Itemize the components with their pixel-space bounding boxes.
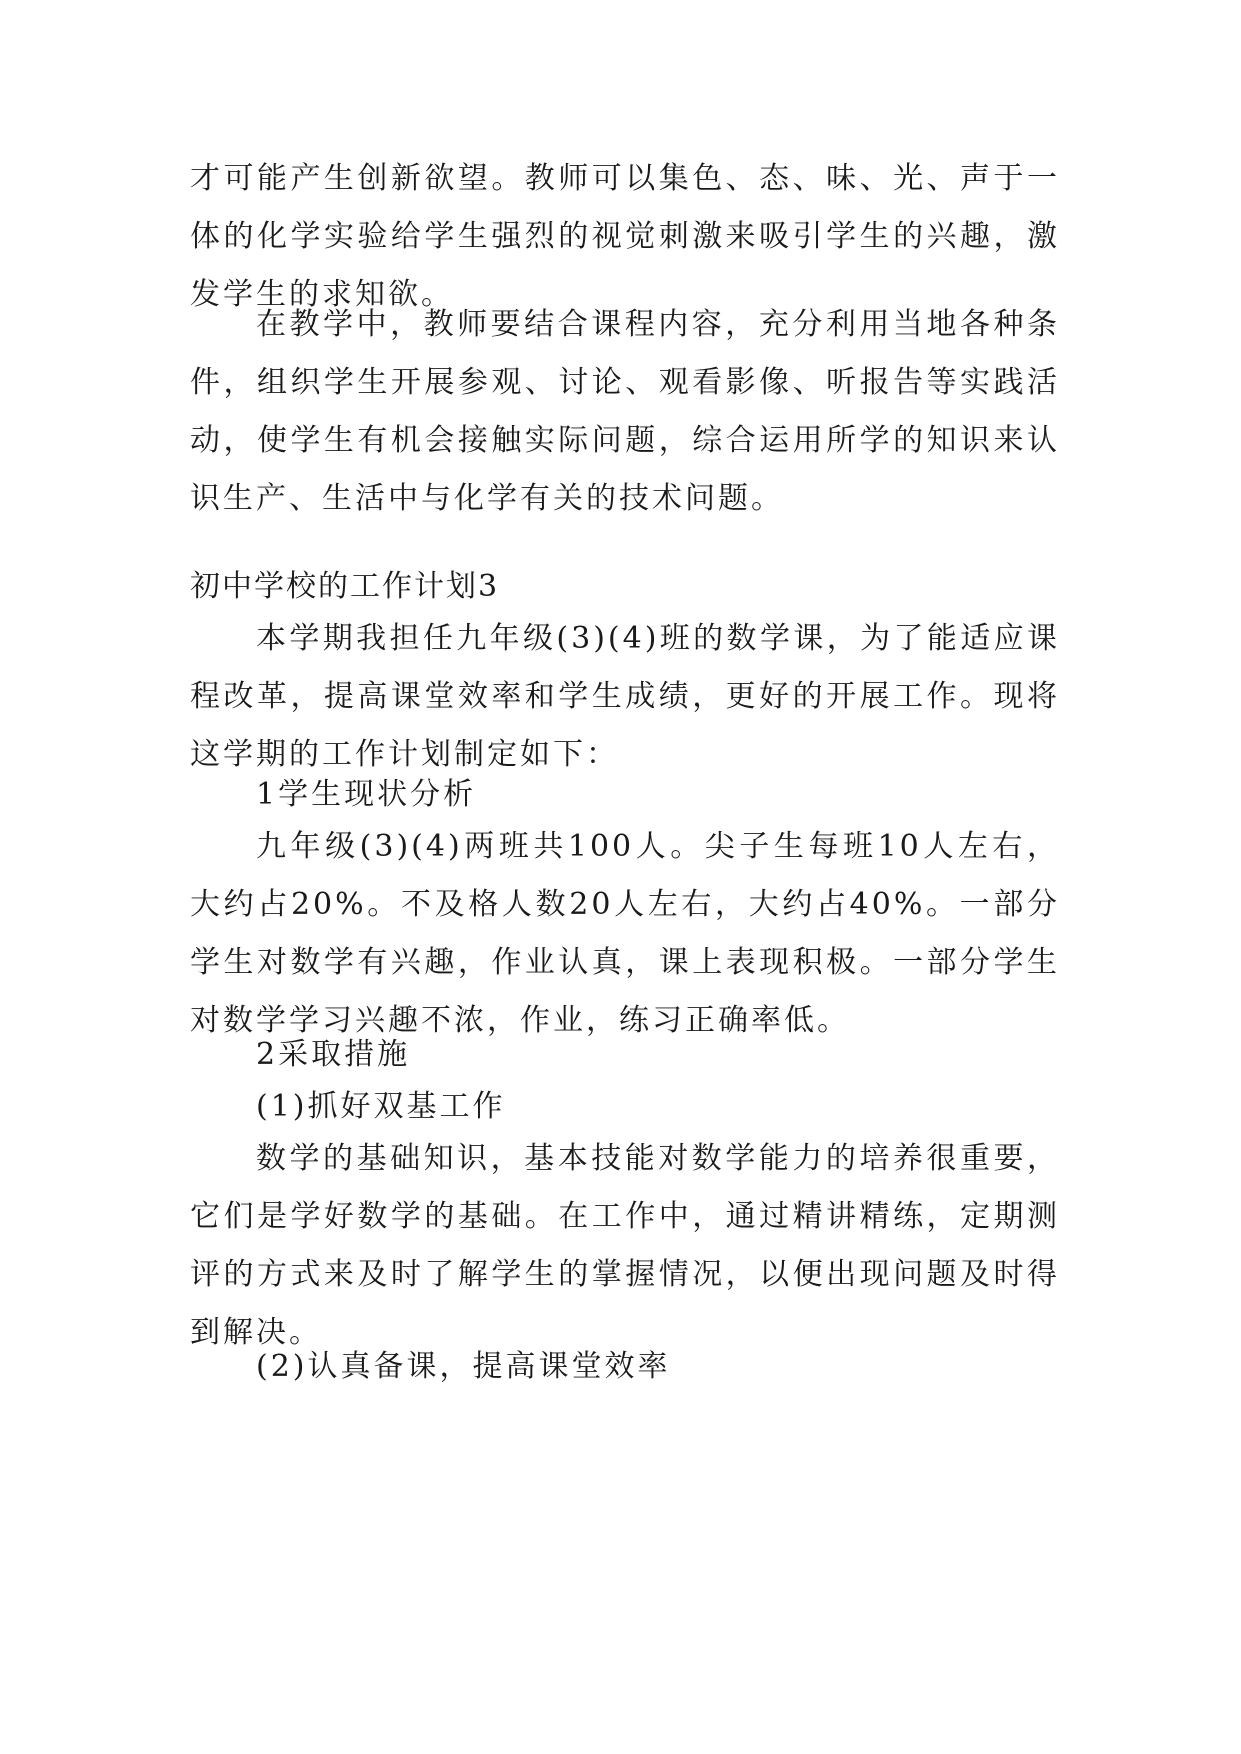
paragraph-student-analysis: 九年级(3)(4)两班共100人。尖子生每班10人左右，大约占20%。不及格人数20人左右，大约占40%。一部分学生对数学有兴趣，作业认真，课上表现积极。一部分学生对数学学习兴趣不浓，作业，练习正确率低。 xyxy=(190,829,1060,1038)
paragraph-teaching-practice: 在教学中，教师要结合课程内容，充分利用当地各种条件，组织学生开展参观、讨论、观看影像、听报告等实践活动，使学生有机会接触实际问题，综合运用所学的知识来认识生产、生活中与化学有关的技术问题。 xyxy=(190,307,1060,516)
paragraph-continuation: 才可能产生创新欲望。教师可以集色、态、味、光、声于一体的化学实验给学生强烈的视觉刺激来吸引学生的兴趣，激发学生的求知欲。 xyxy=(190,161,1060,312)
paragraph-basics: 数学的基础知识，基本技能对数学能力的培养很重要，它们是学好数学的基础。在工作中，通过精讲精练，定期测评的方式来及时了解学生的掌握情况，以便出现问题及时得到解决。 xyxy=(190,1141,1060,1350)
subheading-measures: 2采取措施 xyxy=(256,1037,411,1072)
subheading-student-analysis: 1学生现状分析 xyxy=(256,777,477,812)
section-title: 初中学校的工作计划3 xyxy=(190,569,500,604)
subheading-basics: (1)抓好双基工作 xyxy=(256,1089,506,1124)
subheading-lesson-prep: (2)认真备课，提高课堂效率 xyxy=(256,1349,671,1384)
paragraph-intro: 本学期我担任九年级(3)(4)班的数学课，为了能适应课程改革，提高课堂效率和学生成绩，更好的开展工作。现将这学期的工作计划制定如下： xyxy=(190,621,1060,772)
